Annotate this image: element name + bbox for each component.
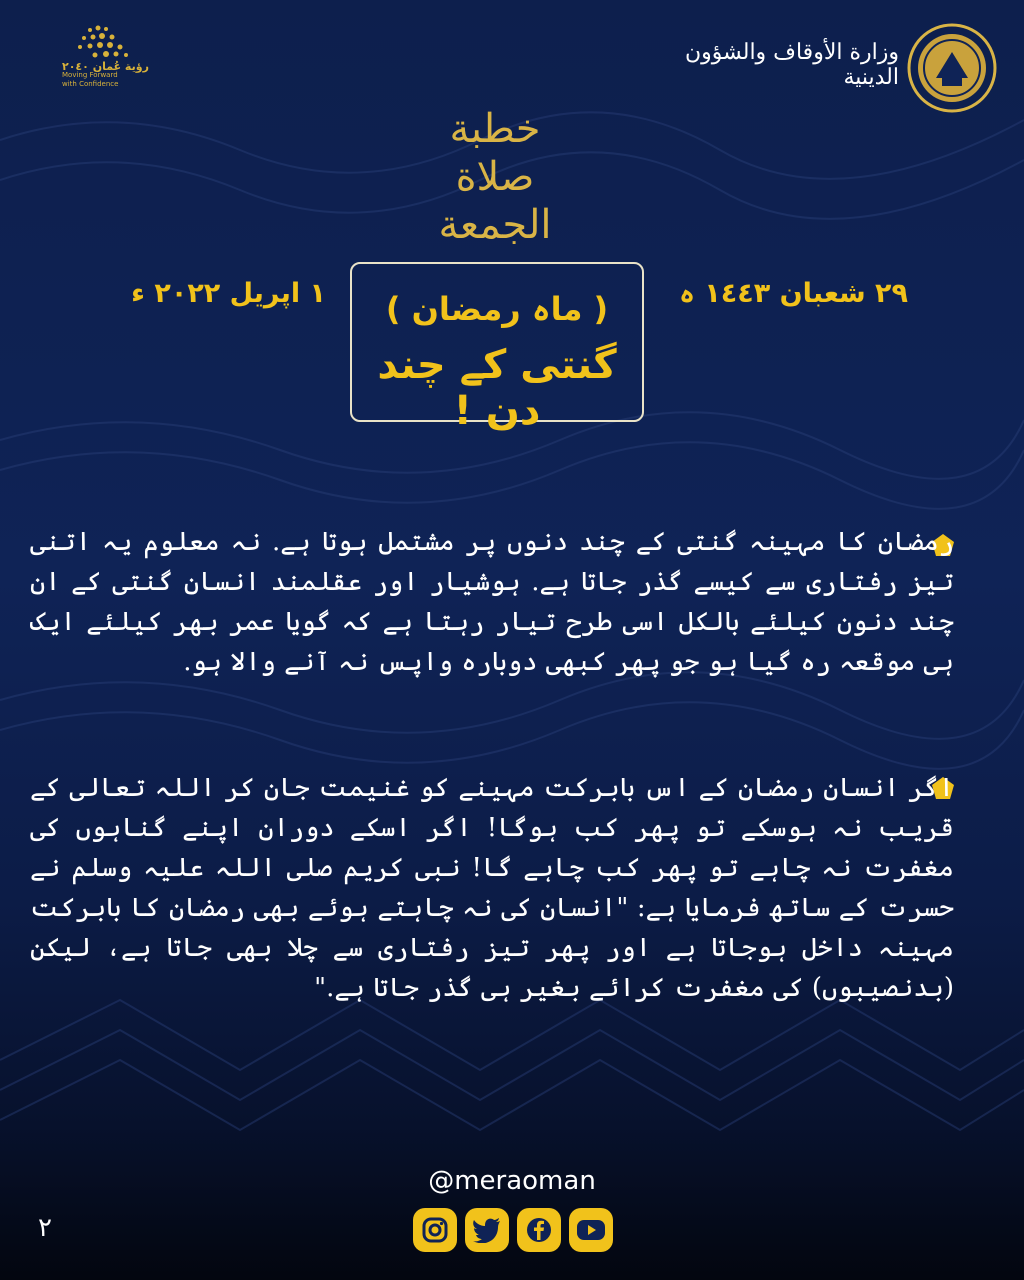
calligraphy-line3: الجمعة: [438, 202, 552, 248]
sermon-title-box: [350, 262, 644, 434]
paragraph-1: رمضان کا مہینہ گنتی کے چند دنوں پر مشتمل ہوتا ہے. نہ معلوم یہ اتنی تیز رفتاری سے کیسے گذر جاتا ہے. ہوشیار اور عقلمند انسان گنتی کے ان چند دنون کیلئے بالکل اسی طرح تیار رہتا ہے کہ گویا عمر بھر کیلئے ایک ہی موقعہ رہ گیا ہو جو پھر کبھی دوبارہ واپس نہ آنے والا ہو.: [30, 527, 954, 677]
calligraphy-line1: خطبة: [449, 106, 541, 152]
paragraph-2: اگر انسان رمضان کے اس بابرکت مہینے کو غنیمت جان کر اللہ تعالی کے قریب نہ ہوسکے تو پھر کب ہوگا! اگر اسکے دوران اپنے گناہوں کی مغفرت نہ چاہے تو پھر کب چاہے گا! نبی کریم صلی اللہ علیہ وسلم نے حسرت کے ساتھ فرمایا ہے: "انسان کی نہ چاہتے ہوئے بھی رمضان کا بابرکت مہینہ داخل ہوجاتا ہے اور پھر تیز رفتاری سے چلا بھی جاتا ہے، لیکن (بدنصیبوں) کی مغفرت کرائے بغیر ہی گذر جاتا ہے.": [30, 773, 954, 1003]
ministry-name: وزارة الأوقاف والشؤون الدينية: [684, 40, 899, 90]
instagram-icon[interactable]: [413, 1208, 457, 1252]
ministry-emblem-icon: [906, 22, 998, 114]
vision-english-line2: with Confidence: [62, 80, 119, 88]
sermon-title-line1: ( ماہ رمضان ): [385, 290, 609, 328]
twitter-icon[interactable]: [465, 1208, 509, 1252]
gregorian-date: ١ اپریل ٢٠٢٢ ء: [131, 278, 326, 309]
sermon-title-line2: گنتی کے چند دن !: [377, 342, 617, 434]
page-number: ٢: [38, 1213, 52, 1243]
calligraphy-line2: صلاة: [455, 154, 535, 200]
vision-2040-text: [62, 62, 152, 89]
friday-sermon-calligraphy: [405, 105, 585, 248]
social-handle[interactable]: @meraoman: [428, 1166, 596, 1196]
hijri-date: ٢٩ شعبان ١٤٤٣ ہ: [679, 278, 908, 309]
facebook-icon[interactable]: [517, 1208, 561, 1252]
youtube-icon[interactable]: [569, 1208, 613, 1252]
social-icons: [413, 1208, 613, 1258]
vision-english-line1: Moving Forward: [62, 71, 118, 79]
vision-arabic: رؤية عُمان ٢٠٤٠: [62, 60, 149, 73]
